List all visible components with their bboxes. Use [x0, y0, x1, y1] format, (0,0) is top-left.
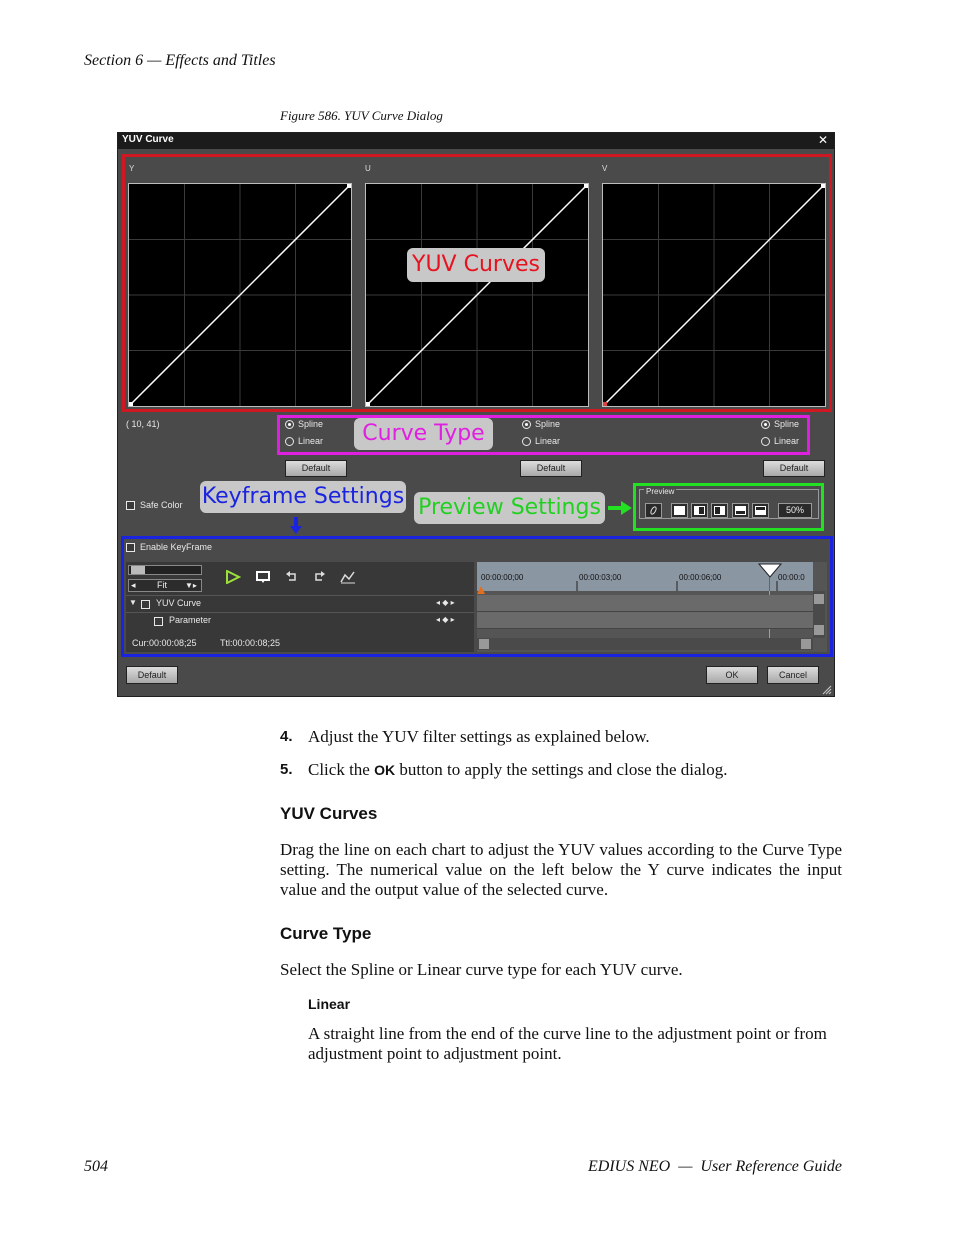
preview-settings-highlight [633, 483, 824, 531]
preview-label: Preview [646, 487, 675, 496]
y-default-button[interactable]: Default [285, 460, 347, 477]
curve-type-body: Select the Spline or Linear curve type for each YUV curve. [280, 960, 683, 979]
arrow-down-icon [290, 517, 302, 535]
guide-title: EDIUS NEO — User Reference Guide [587, 1158, 842, 1175]
v-default-button[interactable]: Default [763, 460, 825, 477]
curve-type-callout: Curve Type [354, 418, 493, 450]
expand-arrow-icon[interactable]: ▼ [129, 598, 137, 607]
track-row-yuv-curve[interactable]: ▼ YUV Curve ◂ ◆ ▸ [126, 595, 474, 613]
preview-settings-callout: Preview Settings [414, 492, 605, 524]
cur-timecode: Cur:00:00:08;25 [132, 638, 197, 648]
linear-body: A straight line from the end of the curve line to the adjustment point or from adjustment point to adjustment point. [308, 1024, 827, 1063]
v-linear-radio[interactable]: Linear [761, 436, 799, 446]
heading-linear: Linear [308, 996, 351, 1012]
checkbox-icon [126, 501, 135, 510]
cancel-button[interactable]: Cancel [767, 666, 819, 684]
u-linear-radio[interactable]: Linear [522, 436, 560, 446]
dialog-title: YUV Curve [122, 134, 174, 145]
fit-dropdown[interactable]: ◂ Fit ▼▸ [128, 579, 202, 592]
enable-keyframe-checkbox[interactable]: Enable KeyFrame [126, 542, 212, 552]
timecode-1: 00:00:03;00 [579, 573, 622, 582]
page-number: 504 [84, 1158, 108, 1175]
timecode-0: 00:00:00;00 [481, 573, 524, 582]
footer-default-button[interactable]: Default [126, 666, 178, 684]
chart-label-v: V [602, 164, 608, 173]
yuv-curves-body: Drag the line on each chart to adjust the YUV values according to the Curve Type setting. The numerical value on the left below the Y curve indicates the input value and the output value of the selected curve. [280, 840, 842, 899]
resize-grip-icon[interactable] [820, 683, 832, 695]
running-head: Section 6 — Effects and Titles [84, 52, 276, 69]
y-spline-radio[interactable]: Spline [285, 419, 323, 429]
u-default-button[interactable]: Default [520, 460, 582, 477]
keyframe-settings-highlight [121, 536, 833, 657]
v-spline-radio[interactable]: Spline [761, 419, 799, 429]
u-spline-radio[interactable]: Spline [522, 419, 560, 429]
preview-zoom-field[interactable]: 50% [778, 503, 812, 518]
timecode-3: 00:00:0 [778, 573, 805, 582]
close-icon[interactable]: ✕ [817, 133, 828, 147]
ok-keyword: OK [374, 762, 396, 778]
yuv-curve-dialog [117, 132, 835, 697]
chart-label-y: Y [129, 164, 135, 173]
heading-curve-type: Curve Type [280, 924, 372, 943]
yuv-curves-highlight [122, 154, 832, 412]
timecode-2: 00:00:06;00 [679, 573, 722, 582]
keyframe-nav-icon[interactable]: ◂ ◆ ▸ [436, 598, 455, 607]
ok-button[interactable]: OK [706, 666, 758, 684]
keyframe-settings-callout: Keyframe Settings [200, 481, 406, 513]
safe-color-checkbox[interactable]: Safe Color [126, 500, 183, 510]
track-row-parameter[interactable]: Parameter ◂ ◆ ▸ [126, 612, 474, 630]
figure-caption: Figure 586. YUV Curve Dialog [280, 108, 443, 123]
yuv-curves-callout: YUV Curves [407, 248, 545, 282]
y-linear-radio[interactable]: Linear [285, 436, 323, 446]
ttl-timecode: Ttl:00:00:08;25 [220, 638, 281, 648]
keyframe-nav-icon[interactable]: ◂ ◆ ▸ [436, 615, 455, 624]
chevron-down-icon: ▼▸ [185, 581, 197, 590]
heading-yuv-curves: YUV Curves [280, 804, 378, 823]
dialog-title-bar [118, 133, 834, 149]
coordinate-readout: ( 10, 41) [126, 419, 160, 429]
left-arrow-icon: ◂ [131, 580, 136, 590]
arrow-right-icon [608, 501, 632, 515]
chart-label-u: U [365, 164, 371, 173]
